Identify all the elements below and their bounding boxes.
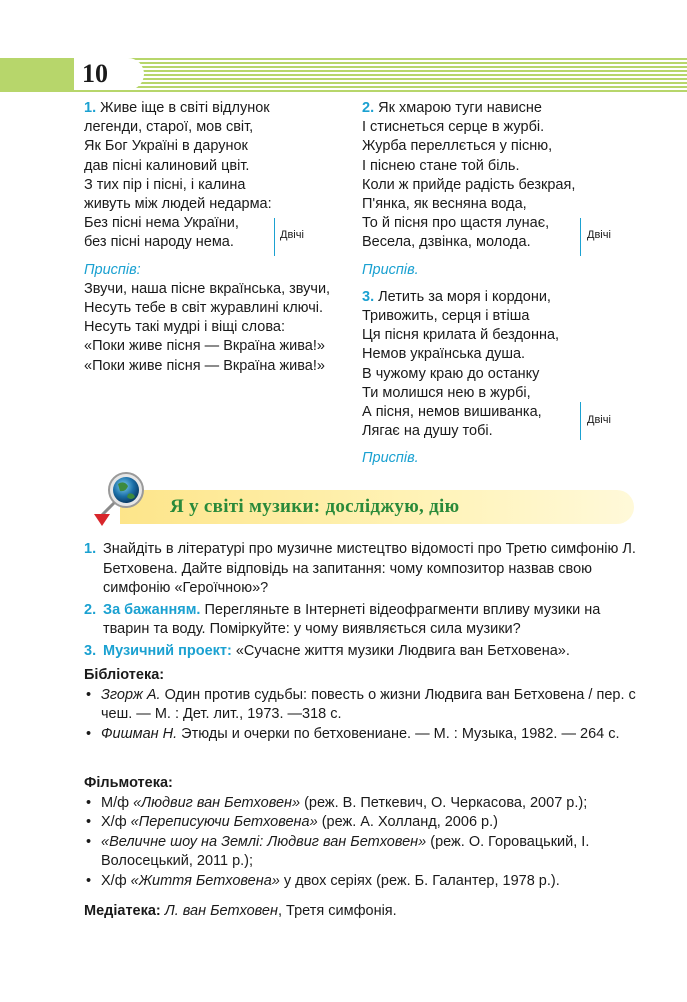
verse-line: І піснею стане той біль. [362,157,520,174]
page-number: 10 [82,59,108,88]
film-title: «Переписуючи Бетховена» [130,814,318,830]
task-lead: Музичний проект: [103,642,232,659]
verse-line: І стиснеться серце в журбі. [362,119,545,136]
media-heading: Медіатека: [84,903,161,919]
media-section [84,902,644,922]
refrain-line: «Поки живе пісня — Вкраїна жива!» [84,357,325,374]
task-item [84,642,644,662]
verse-line: В чужому краю до останку [362,365,540,382]
film-item: • Х/ф «Життя Бетховена» у двох серіях (реж. Б. Галантер, 1978 р.). [84,872,644,892]
task-item [84,540,644,599]
task-number: 2. [84,601,97,618]
library-author: Фишман Н. [101,725,178,742]
verse-number: 1. [84,100,97,116]
film-item: • Х/ф «Переписуючи Бетховена» (реж. А. Холланд, 2006 р.) [84,813,644,833]
library-item: • Згорж А. Один против судьбы: повесть о жизни Людвига ван Бетховена / пер. с чеш. — М. : Дет. лит., 1973. —318 с. [84,686,644,725]
film-title: «Життя Бетховена» [130,872,280,889]
header-left-block [0,58,80,92]
library-section [84,666,644,744]
library-author: Згорж А. [101,686,161,703]
film-item: • «Величне шоу на Землі: Людвиг ван Бетховен» (реж. О. Горовацький, І. Волосецький, 2011 р.); [84,833,644,872]
film-item: • М/ф «Людвиг ван Бетховен» (реж. В. Петкевич, О. Черкасова, 2007 р.); [84,794,644,814]
verse-line: Журба переллється у пісню, [362,138,553,155]
verse-line: Немов українська душа. [362,346,526,363]
verse-2-line-1: 2. Як хмарою туги нависне [362,100,542,116]
verse-3-line-1: 3. Летить за моря і кордони, [362,288,551,305]
films-heading: Фільмотека: [84,775,173,791]
task-number: 3. [84,642,97,659]
verse-line: Тривожить, серця і втіша [362,308,530,325]
twice-label: Двічі [587,229,611,241]
twice-label: Двічі [587,414,611,426]
verse-number: 3. [362,288,375,305]
verse-line: Коли ж прийде радість безкрая, [362,176,576,193]
verse-line: А пісня, немов вишиванка, [362,404,542,421]
verse-line: Лягає на душу тобі. [362,423,493,440]
task-text: Знайдіть в літературі про музичне мистецтво відомості про Третю симфонію Л. Бетховена. Дайте відповідь на запитання: чому композитор назвав свою симфонію «Героїчною»? [103,541,636,596]
twice-bracket [580,402,581,440]
globe-magnifier-icon [90,470,154,530]
refrain-line: Несуть тебе в світ журавлині ключі. [84,300,324,317]
verse-line: без пісні народу нема. [84,234,234,251]
media-title: Л. ван Бетховен [160,903,278,919]
verse-line: Без пісні нема України, [84,215,239,232]
verse-line: Як Бог Україні в дарунок [84,138,248,155]
verse-line: Ця пісня крилата й бездонна, [362,327,560,344]
verse-line: живуть між людей недарма: [84,196,272,213]
section-title: Я у світі музики: досліджую, дію [170,496,460,517]
films-section [84,774,644,891]
library-heading: Бібліотека: [84,667,165,683]
twice-label: Двічі [280,229,304,241]
verse-line: легенди, старої, мов світ, [84,119,254,136]
refrain-line: Несуть такі мудрі і віщі слова: [84,319,285,336]
verse-number: 2. [362,100,375,116]
verse-line: З тих пір і пісні, і калина [84,176,246,193]
film-title: «Людвиг ван Бетховен» [133,794,301,811]
task-list [84,540,644,663]
library-item: • Фишман Н. Этюды и очерки по бетховениане. — М. : Музыка, 1982. — 264 с. [84,725,644,745]
verse-line: Ти молишся нею в журбі, [362,384,531,401]
verse-1-line-1: 1. Живе іще в світі відлунок [84,100,270,116]
song-right-column [362,99,575,469]
task-text: «Сучасне життя музики Людвига ван Бетховена». [231,642,570,659]
film-title: «Величне шоу на Землі: Людвиг ван Бетховен» [101,833,427,850]
twice-bracket [580,218,581,256]
task-lead: За бажанням. [103,601,201,618]
refrain-label: Приспів. [362,261,419,278]
twice-bracket [274,218,275,256]
refrain-line: Звучи, наша пісне вкраїнська, звучи, [84,280,331,297]
task-number: 1. [84,541,97,557]
refrain-line: «Поки живе пісня — Вкраїна жива!» [84,338,325,355]
verse-line: То й пісня про щастя лунає, [362,215,550,232]
refrain-label: Приспів. [362,450,419,467]
verse-line: П'янка, як весняна вода, [362,196,527,213]
verse-line: Весела, дзвінка, молода. [362,234,531,251]
verse-line: дав пісні калиновий цвіт. [84,157,250,174]
media-text: , Третя симфонія. [277,903,397,919]
refrain-label: Приспів: [84,261,141,278]
task-item [84,601,644,640]
task-text: Перегляньте в Інтернеті відеофрагменти впливу музики на тварин та воду. Поміркуйте: у чому виявляється сила музики? [103,601,601,637]
